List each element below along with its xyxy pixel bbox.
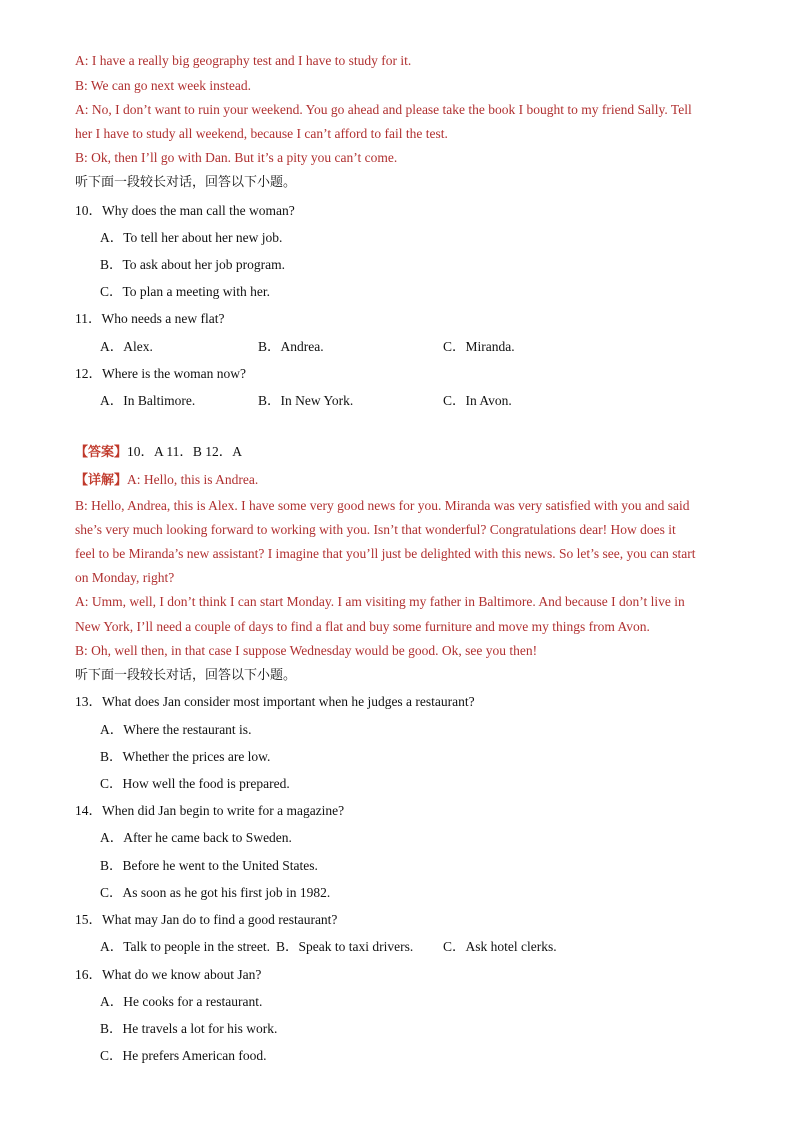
q12-option-a: A．In Baltimore.	[100, 393, 196, 408]
detail-line-8: B: Oh, well then, in that case I suppose Wednesday would be good. Ok, see you then!	[75, 643, 538, 658]
listening-instruction-2: 听下面一段较长对话，回答以下小题。	[75, 668, 297, 683]
q15-option-c: C．Ask hotel clerks.	[443, 939, 557, 954]
q16-option-b: B．He travels a lot for his work.	[100, 1021, 278, 1036]
detail-row	[75, 471, 258, 490]
q15-option-b: B．Speak to taxi drivers.	[276, 939, 414, 954]
q10-option-c: C．To plan a meeting with her.	[100, 284, 271, 299]
prev-dialogue-line-4: her I have to study all weekend, because I can’t afford to fail the test.	[75, 126, 448, 141]
q11-option-b: B．Andrea.	[258, 339, 324, 354]
q10-option-a: A．To tell her about her new job.	[100, 230, 283, 245]
prev-dialogue-line-1: A: I have a really big geography test and I have to study for it.	[75, 53, 412, 68]
q16-option-a: A．He cooks for a restaurant.	[100, 994, 263, 1009]
question-10: 10．Why does the man call the woman?	[75, 203, 295, 218]
prev-dialogue-line-2: B: We can go next week instead.	[75, 78, 251, 93]
q14-option-b: B．Before he went to the United States.	[100, 858, 318, 873]
q13-option-c: C．How well the food is prepared.	[100, 776, 290, 791]
detail-line-1: A: Hello, this is Andrea.	[127, 472, 259, 487]
detail-line-5: on Monday, right?	[75, 570, 175, 585]
q11-option-c: C．Miranda.	[443, 339, 515, 354]
detail-line-2: B: Hello, Andrea, this is Alex. I have some very good news for you. Miranda was very satisfied with you and said	[75, 498, 690, 513]
q13-option-b: B．Whether the prices are low.	[100, 749, 271, 764]
answer-label: 【答案】	[75, 445, 128, 460]
q12-option-c: C．In Avon.	[443, 393, 512, 408]
detail-label: 【详解】	[75, 473, 128, 488]
q13-option-a: A．Where the restaurant is.	[100, 722, 252, 737]
q11-option-a: A．Alex.	[100, 339, 153, 354]
question-11: 11．Who needs a new flat?	[75, 311, 225, 326]
question-13: 13．What does Jan consider most important when he judges a restaurant?	[75, 694, 475, 709]
listening-instruction: 听下面一段较长对话，回答以下小题。	[75, 175, 297, 190]
answer-row	[75, 443, 242, 462]
prev-dialogue-line-3: A: No, I don’t want to ruin your weekend. You go ahead and please take the book I bought to my friend Sally. Tell	[75, 102, 692, 117]
q14-option-a: A．After he came back to Sweden.	[100, 830, 292, 845]
question-14: 14．When did Jan begin to write for a magazine?	[75, 803, 345, 818]
prev-dialogue-line-5: B: Ok, then I’ll go with Dan. But it’s a pity you can’t come.	[75, 150, 398, 165]
answer-text: 10．A 11．B 12．A	[127, 444, 243, 459]
q15-option-a: A．Talk to people in the street.	[100, 939, 271, 954]
q10-option-b: B．To ask about her job program.	[100, 257, 286, 272]
q14-option-c: C．As soon as he got his first job in 1982.	[100, 885, 331, 900]
q16-option-c: C．He prefers American food.	[100, 1048, 267, 1063]
detail-line-3: she’s very much looking forward to working with you. Isn’t that wonderful? Congratulations dear! How does it	[75, 522, 676, 537]
question-12: 12．Where is the woman now?	[75, 366, 246, 381]
detail-line-6: A: Umm, well, I don’t think I can start Monday. I am visiting my father in Baltimore. And because I don’t live in	[75, 594, 685, 609]
question-16: 16．What do we know about Jan?	[75, 967, 262, 982]
detail-line-7: New York, I’ll need a couple of days to find a flat and buy some furniture and move my things from Avon.	[75, 619, 650, 634]
detail-line-4: feel to be Miranda’s new assistant? I imagine that you’ll just be delighted with this news. So let’s see, you can start	[75, 546, 696, 561]
question-15: 15．What may Jan do to find a good restaurant?	[75, 912, 338, 927]
q12-option-b: B．In New York.	[258, 393, 354, 408]
